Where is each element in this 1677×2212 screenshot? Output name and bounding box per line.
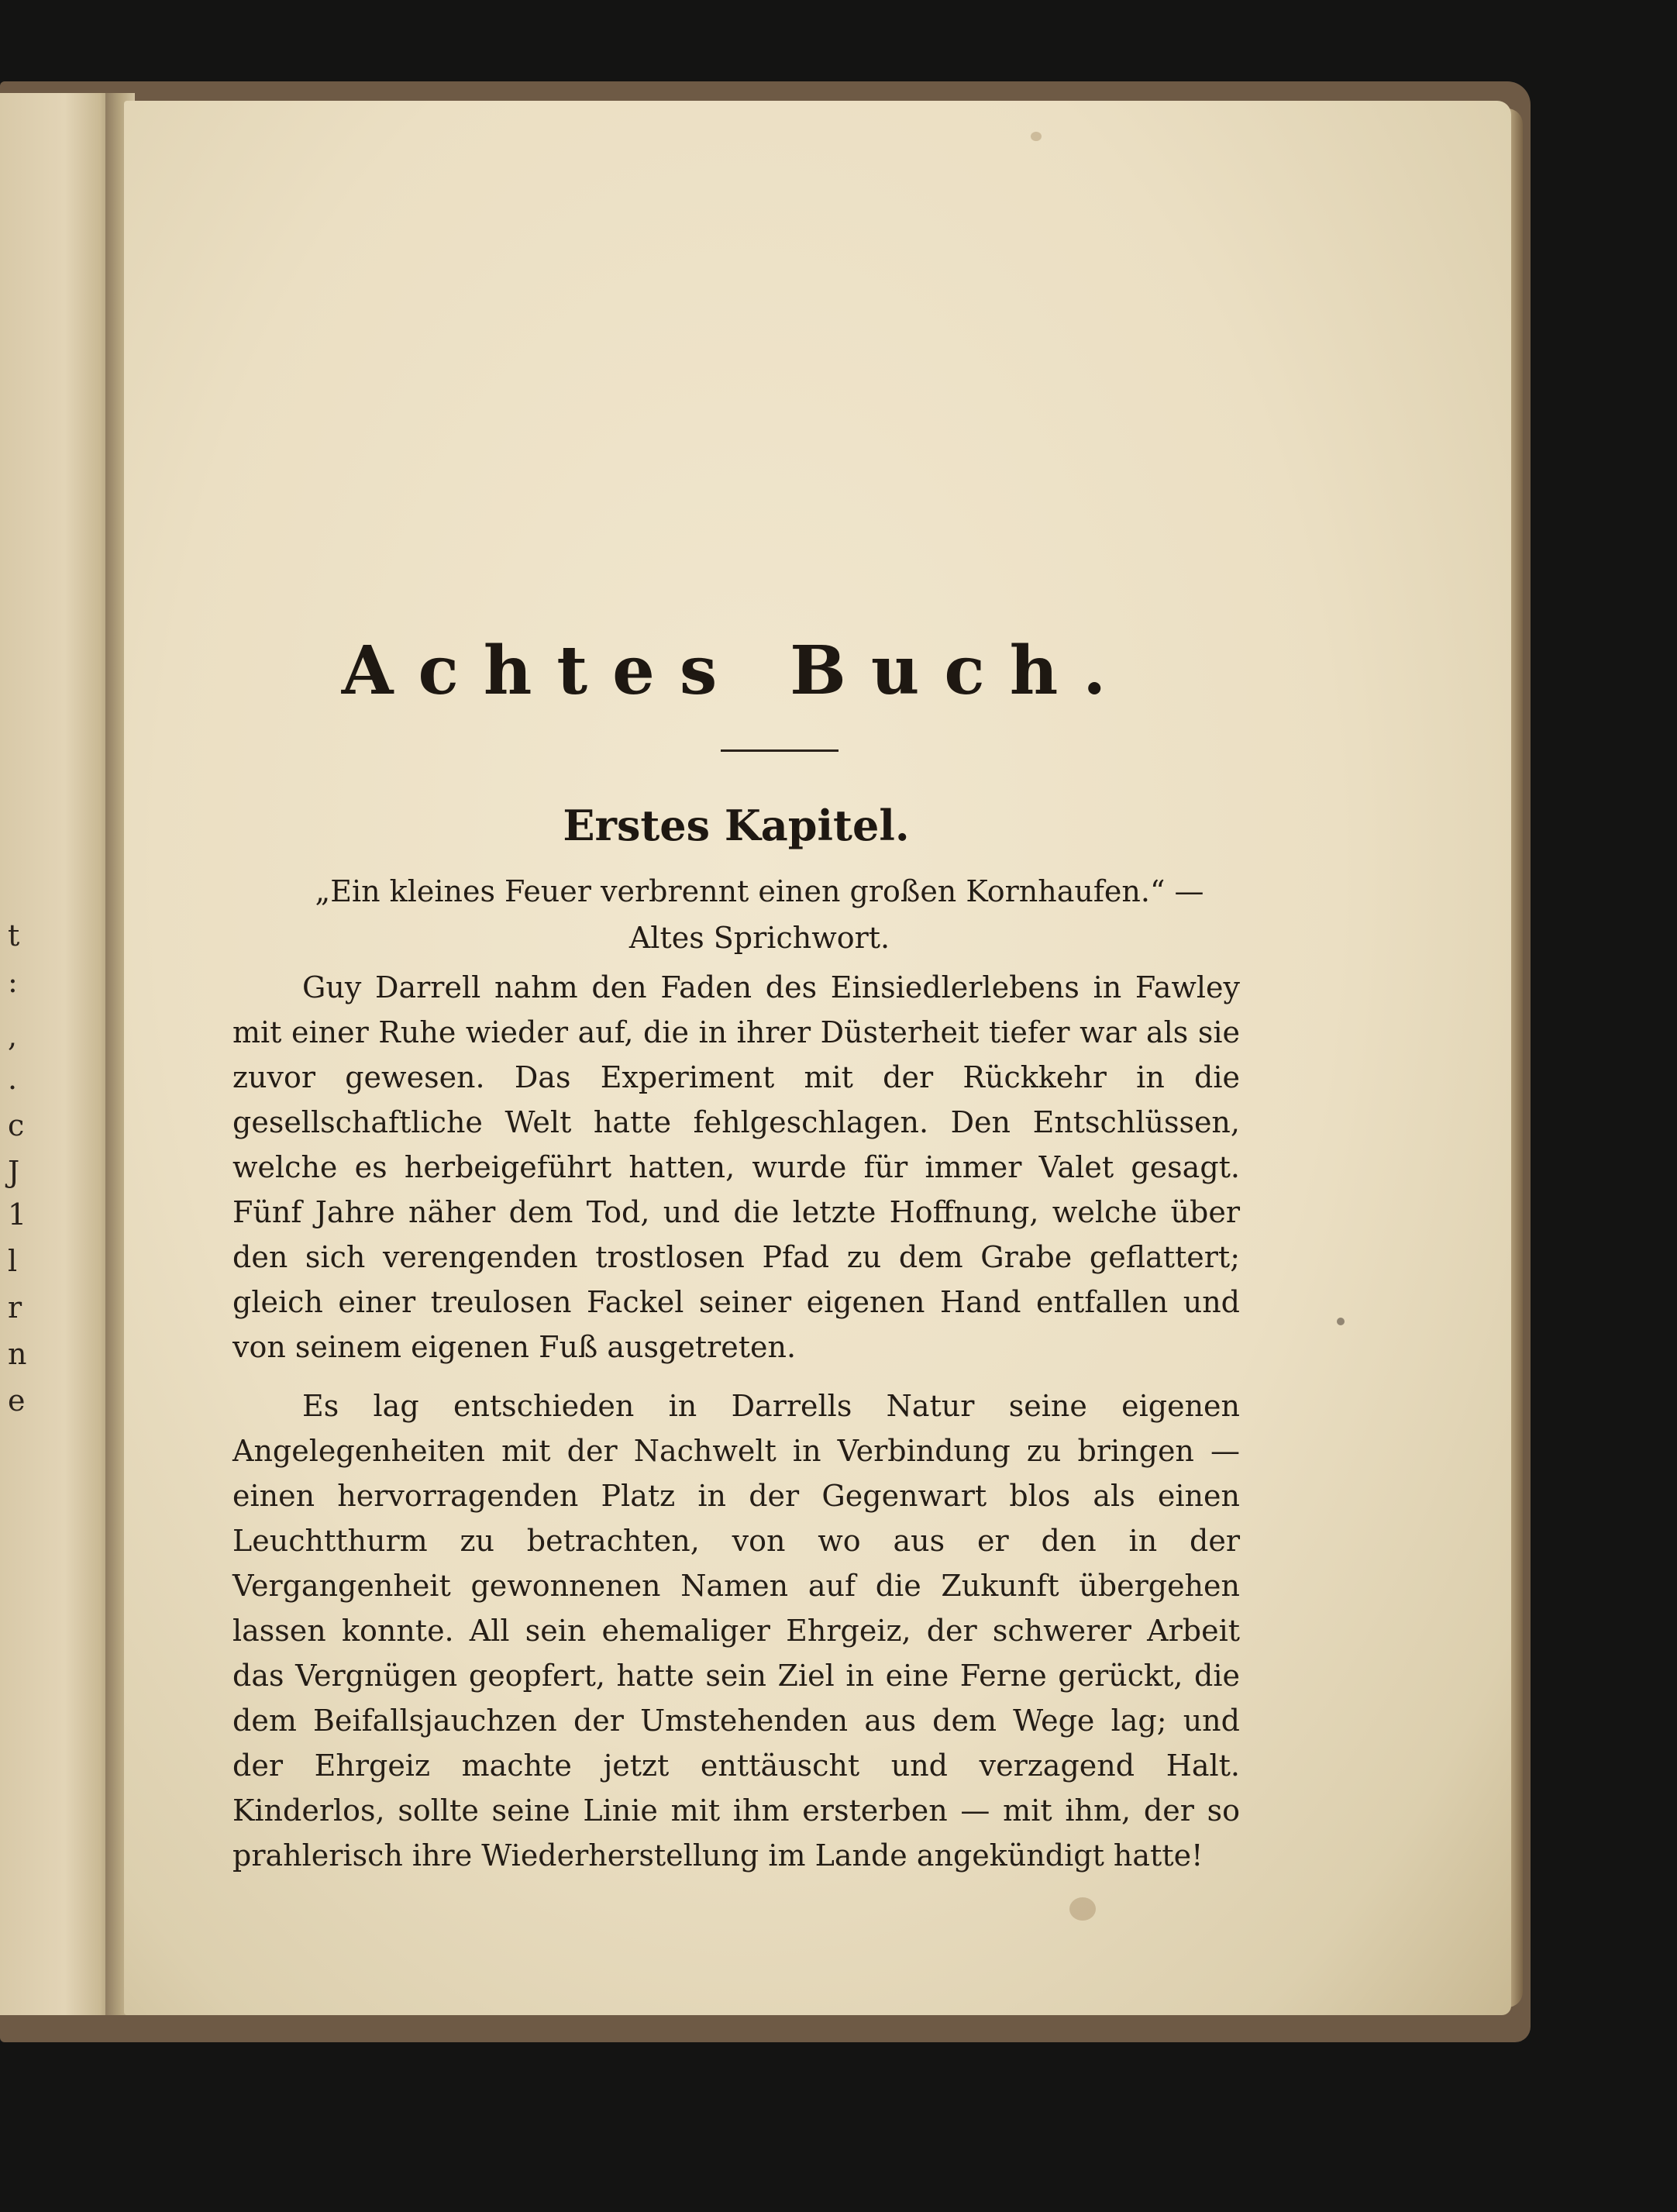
margin-letter: 1 [8, 1197, 27, 1232]
left-page [0, 93, 118, 2015]
margin-letter: t [8, 918, 20, 953]
margin-letter: . [8, 1062, 18, 1096]
paper-stain [1031, 132, 1042, 141]
margin-letter: , [8, 1019, 18, 1053]
paragraph: Guy Darrell nahm den Faden des Einsiedlerlebens in Fawley mit einer Ruhe wieder auf, die in ihrer Düsterheit tiefer war als sie zuvor gewesen. Das Experiment mit der Rückkehr in die gesellschaftliche Welt hatte fehlgeschlagen. Den Entschlüssen, welche es herbeigeführt hatten, wurde für immer Valet gesagt. Fünf Jahre näher dem Tod, und die letzte Hoffnung, welche über den sich verengenden trostlosen Pfad zu dem Grabe geflattert; gleich einer treulosen Fackel seiner eigenen Hand entfallen und von seinem eigenen Fuß ausgetreten. [232, 970, 1240, 1364]
margin-letter: n [8, 1337, 27, 1371]
paragraph: Es lag entschieden in Darrells Natur seine eigenen Angelegenheiten mit der Nachwelt in Verbindung zu bringen — einen hervorragenden Platz in der Gegenwart blos als einen Leuchtthurm zu betrachten, von wo aus er den in der Vergangenheit gewonnenen Namen auf die Zukunft übergehen lassen konnte. All sein ehemaliger Ehrgeiz, der schwerer Arbeit das Vergnügen geopfert, hatte sein Ziel in eine Ferne gerückt, die dem Beifallsjauchzen der Umstehenden aus dem Wege lag; und der Ehrgeiz machte jetzt enttäuscht und verzagend Halt. Kinderlos, sollte seine Linie mit ihm ersterben — mit ihm, der so prahlerisch ihre Wiederherstellung im Lande angekündigt hatte! [232, 1389, 1240, 1873]
margin-letter: c [8, 1108, 25, 1142]
paper-stain [1069, 1897, 1096, 1921]
margin-letter: r [8, 1290, 22, 1325]
chapter-title: Erstes Kapitel. [563, 801, 910, 850]
title-rule [721, 749, 838, 752]
margin-letter: e [8, 1383, 26, 1418]
margin-letter: : [8, 965, 18, 999]
epigraph: „Ein kleines Feuer verbrennt einen großen Kornhaufen.“ — Altes Sprichwort. [315, 874, 1204, 955]
margin-letter: J [8, 1155, 20, 1189]
paper-stain [1337, 1318, 1345, 1325]
margin-letter: l [8, 1244, 18, 1278]
book-title: Achtes Buch. [341, 632, 1131, 710]
